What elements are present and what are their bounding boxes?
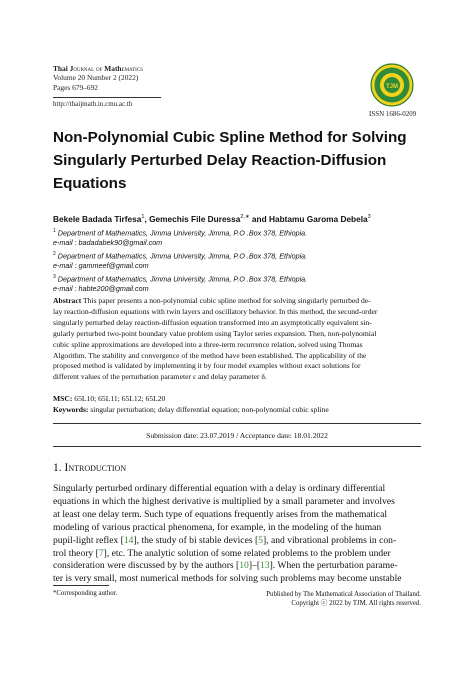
body-line: ter is very small, most numerical methods for solving such problems may become unstable — [53, 573, 402, 585]
affiliation-2: $^2$ Department of Mathematics, Jimma University, Jimma, P.O .Box 378, Ethiopia. e-mail : gammeef@gmail.com — [53, 251, 308, 270]
journal-volume: Volume 20 Number 2 (2022) — [53, 73, 139, 83]
publisher-info: Published by The Mathematical Association of Thailand. Copyright ⓒ 2022 by TJM. All rights reserved. — [266, 591, 421, 607]
paper-title — [53, 126, 433, 195]
citation-link[interactable]: 13 — [260, 560, 270, 572]
journal-header — [53, 64, 143, 92]
body-line: consideration were discussed by by the authors [10]–[13]. When the perturbation parame- — [53, 560, 398, 572]
svg-text:TJM: TJM — [386, 84, 398, 90]
affiliation-3: $^3$ Department of Mathematics, Jimma University, Jimma, P.O .Box 378, Ethiopia. e-mail : habte200@gmail.com — [53, 274, 308, 293]
author-name: Bekele Badada Tirfesa — [53, 214, 142, 224]
citation-link[interactable]: 5 — [258, 534, 263, 546]
journal-seal-logo — [370, 63, 414, 107]
journal-name: Thai Journal of Mathematics — [53, 64, 143, 73]
divider — [53, 446, 421, 447]
journal-pages: Pages 679–692 — [53, 82, 98, 92]
author-list: Bekele Badada Tirfesa$^1$, Gemechis File Duressa$^{2,∗}$ and Habtamu Garoma Debela$^3$ — [53, 214, 371, 224]
abstract-line: different values of the perturbation parameter ε and delay parameter δ. — [53, 372, 267, 382]
title-line: Equations — [53, 175, 127, 192]
abstract-line: Algorithm. The stability and convergence of the method have been established. The applicability of the — [53, 350, 367, 360]
abstract-line: cubic spline approximations are developed into a three-term recurrence relation, solved using Thomas — [53, 339, 363, 349]
body-line: at least one delay term. Such type of equations frequently arises from the mathematical — [53, 508, 388, 520]
author-name: Gemechis File Duressa — [149, 214, 241, 224]
title-line: Singularly Perturbed Delay Reaction-Diffusion — [53, 152, 387, 169]
author-name: Habtamu Garoma Debela — [268, 214, 368, 224]
section-heading: 1. Introduction — [53, 462, 127, 474]
abstract-line: lay reaction-diffusion equations with twin layers and oscillatory behavior. In this method, the second-order — [53, 306, 378, 316]
footnote-rule — [53, 585, 109, 586]
citation-link[interactable]: 14 — [123, 534, 134, 546]
abstract-line: gularly perturbed two-point boundary value problem using Taylor series expansion. Then, non-polynomial — [53, 328, 377, 338]
affiliation-1: $^1$ Department of Mathematics, Jimma University, Jimma, P.O .Box 378, Ethiopia. e-mail : badadabek90@gmail.com — [53, 228, 308, 247]
abstract-line: proposed method is validated by implementing it by four model examples without exact solutions for — [53, 361, 361, 371]
divider — [53, 423, 421, 424]
journal-url-link[interactable]: http://thaijmath.in.cmu.ac.th — [53, 100, 133, 108]
body-line: equations in which the highest derivative is multiplied by a small parameter and involves — [53, 495, 395, 507]
abstract: Abstract This paper presents a non-polynomial cubic spline method for solving singularly perturbed de- lay reaction-diffusion equations with twin layers and oscillatory behavior. In this method, the second-order singularly perturbed delay reaction-diffusion equation transformed into an asymptotically equivalent sin- gularly perturbed two-point boundary value problem using Taylor series expansion. Then, non-polynomial cubic spline approximations are developed into a three-term recurrence relation, solved using Thomas Algorithm. The stability and convergence of the method have been established. The applicability of the proposed method is validated by implementing it by four model examples without exact solutions for different values of the perturbation parameter ε and delay parameter δ. — [53, 296, 421, 383]
corresponding-author-note: *Corresponding author. — [53, 590, 118, 597]
citation-link[interactable]: 7 — [98, 547, 104, 559]
abstract-line: singularly perturbed delay reaction-diffusion equation transformed into an asymptotically equivalent sin- — [53, 317, 372, 327]
body-line: trol theory [7], etc. The analytic solution of some related problems to the problem under — [53, 547, 391, 559]
abstract-label: Abstract — [53, 296, 82, 305]
keywords: Keywords: singular perturbation; delay differential equation; non-polynomial cubic spline — [53, 405, 329, 414]
author-email[interactable]: e-mail : habte200@gmail.com — [53, 283, 149, 293]
body-text — [53, 483, 423, 586]
body-line: Singularly perturbed ordinary differential equation with a delay is ordinary differential — [53, 483, 386, 494]
title-line: Non-Polynomial Cubic Spline Method for Solving — [53, 129, 407, 146]
author-email[interactable]: e-mail : badadabek90@gmail.com — [53, 237, 163, 247]
msc-codes: MSC: 65L10; 65L11; 65L12; 65L20 — [53, 394, 166, 403]
submission-dates: Submission date: 23.07.2019 / Acceptance date: 18.01.2022 — [146, 431, 328, 440]
body-line: pupil-light reflex [14], the study of bi stable devices [5], and vibrational problems in con- — [53, 534, 397, 546]
body-line: modeling of various practical phenomena, for example, in the modeling of the human — [53, 521, 382, 533]
issn: ISSN 1686-0209 — [369, 110, 417, 118]
citation-link[interactable]: 10 — [239, 560, 249, 572]
author-email[interactable]: e-mail : gammeef@gmail.com — [53, 260, 149, 270]
header-rule — [53, 97, 161, 98]
